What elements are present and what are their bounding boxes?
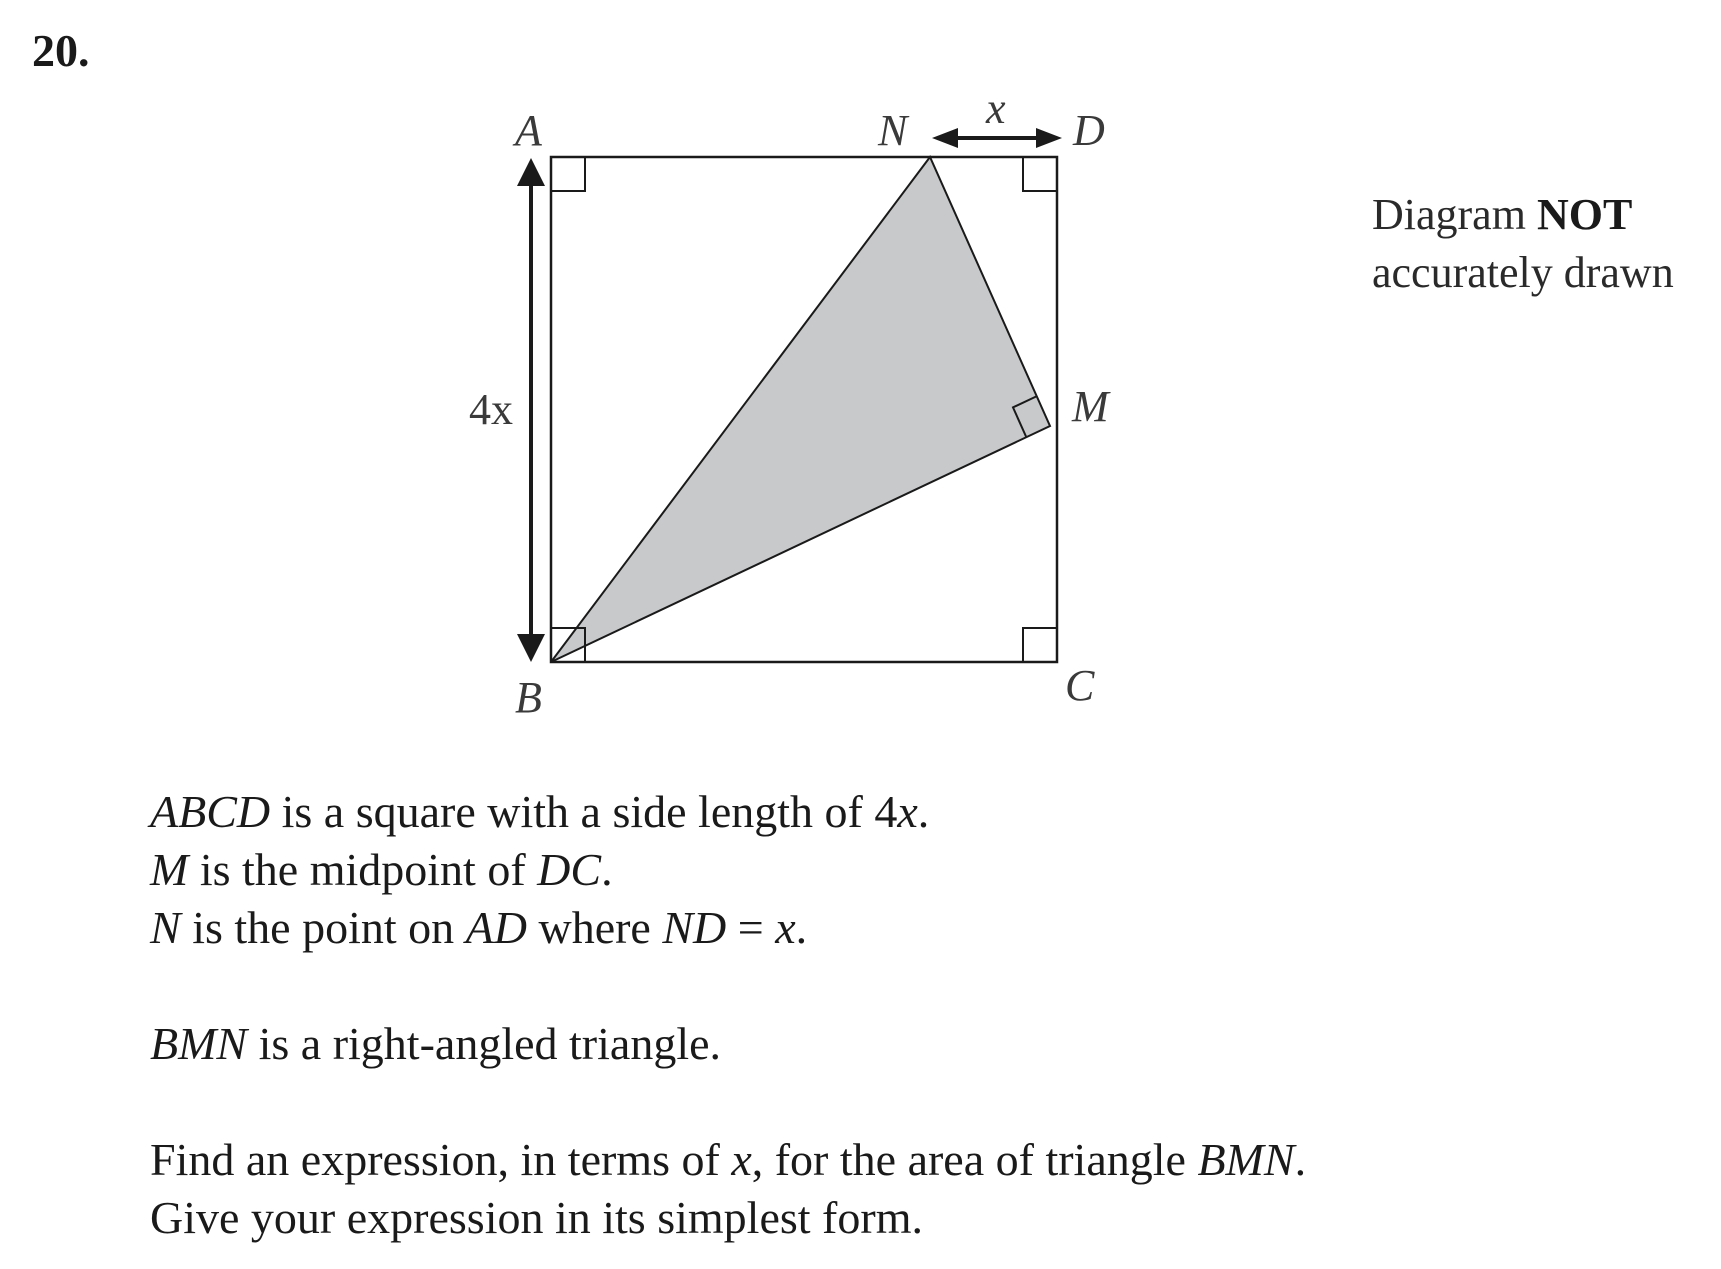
- statement-6: [150, 1189, 1306, 1247]
- text: =: [726, 902, 776, 953]
- note-emphasis: NOT: [1536, 190, 1633, 239]
- text: where: [526, 902, 663, 953]
- statement-2: [150, 841, 1306, 899]
- statement-5: [150, 1131, 1306, 1189]
- term: x: [731, 1134, 752, 1185]
- side-arrow-head-top: [517, 158, 545, 186]
- note-line-2: accurately drawn: [1372, 248, 1674, 297]
- question-text: [150, 783, 1306, 1247]
- side-arrow-head-bottom: [517, 634, 545, 662]
- text: is a right-angled triangle.: [247, 1018, 722, 1069]
- term: BMN: [150, 1018, 248, 1069]
- term: M: [150, 844, 189, 895]
- label-m: M: [1072, 382, 1109, 431]
- text: is a square with a side length of 4: [270, 786, 898, 837]
- label-c: C: [1065, 661, 1095, 710]
- term: BMN: [1197, 1134, 1295, 1185]
- term: x: [897, 786, 918, 837]
- label-d: D: [1073, 106, 1105, 155]
- label-side-length: 4x: [469, 385, 513, 434]
- term: N: [150, 902, 181, 953]
- text: .: [601, 844, 613, 895]
- label-n: N: [878, 106, 908, 155]
- label-nd-length: x: [986, 84, 1006, 133]
- statement-4: [150, 1015, 1306, 1073]
- text: Give your expression in its simplest form.: [150, 1192, 923, 1243]
- right-angle-d: [1023, 157, 1057, 191]
- text: , for the area of triangle: [751, 1134, 1198, 1185]
- text: is the point on: [180, 902, 466, 953]
- nd-arrow-head-left: [932, 128, 958, 148]
- triangle-bmn: [551, 157, 1050, 662]
- label-a: A: [515, 106, 542, 155]
- term: DC: [537, 844, 602, 895]
- label-b: B: [515, 673, 542, 722]
- text: Find an expression, in terms of: [150, 1134, 732, 1185]
- term: AD: [465, 902, 527, 953]
- nd-arrow-head-right: [1036, 128, 1062, 148]
- statement-3: [150, 899, 1306, 957]
- note-text: Diagram: [1372, 190, 1537, 239]
- text: .: [917, 786, 930, 837]
- right-angle-a: [551, 157, 585, 191]
- text: .: [1294, 1134, 1307, 1185]
- text: is the midpoint of: [188, 844, 538, 895]
- text: .: [795, 902, 808, 953]
- term: ABCD: [150, 786, 271, 837]
- question-number: 20.: [32, 25, 90, 76]
- statement-1: [150, 783, 1306, 841]
- right-angle-c: [1023, 628, 1057, 662]
- term: x: [775, 902, 796, 953]
- term: ND: [662, 902, 727, 953]
